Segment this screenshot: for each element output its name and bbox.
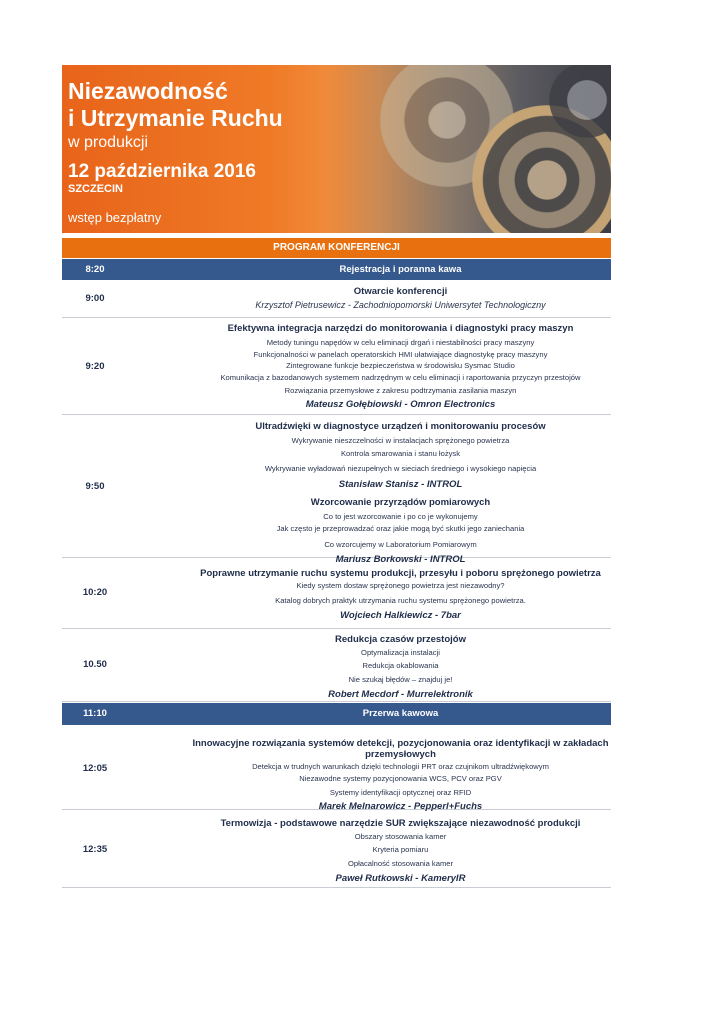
- session-row: [62, 810, 611, 888]
- session-time: 10.50: [83, 659, 107, 670]
- break-row: [62, 703, 611, 725]
- session-row: [62, 318, 611, 415]
- topic-line: Jak często je przeprowadzać oraz jakie mogą być skutki jego zaniechania: [276, 524, 525, 533]
- session-speaker: Robert Mecdorf - Murrelektronik: [328, 688, 473, 700]
- session-row: [62, 558, 611, 629]
- session-speaker: Stanisław Stanisz - INTROL: [338, 478, 463, 490]
- session-title: Innowacyjne rozwiązania systemów detekcji, pozycjonowania oraz identyfikacji w zakładach przemysłowych: [192, 738, 609, 760]
- topic-line: Zintegrowane funkcje bezpieczeństwa w środowisku Sysmac Studio: [286, 361, 515, 370]
- session-title: Efektywna integracja narzędzi do monitorowania i diagnostyki pracy maszyn: [227, 323, 574, 334]
- topic-line: Co wzorcujemy w Laboratorium Pomiarowym: [324, 539, 477, 549]
- session-time: 11:10: [83, 708, 107, 719]
- session-row: [62, 629, 611, 702]
- banner-entry: wstęp bezpłatny: [68, 210, 162, 225]
- session-title: Ultradźwięki w diagnostyce urządzeń i monitorowaniu procesów: [255, 421, 546, 432]
- banner-title-line2: i Utrzymanie Ruchu: [68, 105, 283, 131]
- topic-line: Kryteria pomiaru: [372, 844, 429, 854]
- session-speaker: Marek Melnarowicz - Pepperl+Fuchs: [318, 801, 483, 812]
- session-speaker: Wojciech Halkiewicz - 7bar: [340, 610, 461, 621]
- session-speaker: Mateusz Gołębiowski - Omron Electronics: [305, 399, 496, 410]
- session-label: Przerwa kawowa: [362, 708, 439, 719]
- topic-line: Co to jest wzorcowanie i po co je wykonujemy: [323, 511, 478, 521]
- session-row: [62, 415, 611, 565]
- topic-line: Redukcja okablowania: [362, 660, 439, 670]
- banner-city: SZCZECIN: [68, 183, 123, 195]
- topic-line: Metody tuningu napędów w celu eliminacji drgań i niestabilności pracy maszyny: [266, 338, 535, 347]
- topic-line: Kontrola smarowania i stanu łożysk: [340, 448, 461, 458]
- program-header: PROGRAM KONFERENCJI: [62, 238, 611, 258]
- topic-line: Nie szukaj błędów – znajduj je!: [348, 675, 453, 684]
- session-time: 9:20: [85, 361, 105, 372]
- session-speaker: Mariusz Borkowski - INTROL: [335, 554, 466, 565]
- registration-row: [62, 259, 611, 280]
- session-label: Rejestracja i poranna kawa: [339, 264, 462, 275]
- session-time: 12:35: [82, 844, 108, 855]
- banner-title-line1: Niezawodność: [68, 78, 228, 104]
- banner-date: 12 października 2016: [68, 161, 256, 182]
- topic-line: Systemy identyfikacji optycznej oraz RFID: [329, 788, 472, 797]
- topic-line: Optymalizacja instalacji: [361, 648, 440, 657]
- session-time: 12:05: [82, 763, 108, 774]
- session-time: 9:50: [85, 481, 105, 492]
- topic-line: Funkcjonalności w panelach operatorskich HMI ułatwiające diagnostykę pracy maszyny: [253, 349, 548, 359]
- session-title: Otwarcie konferencji: [353, 286, 448, 297]
- topic-line: Obszary stosowania kamer: [354, 832, 447, 841]
- session-time: 9:00: [85, 293, 105, 304]
- topic-line: Detekcja w trudnych warunkach dzięki technologii PRT oraz czujnikom ultradźwiękowym: [252, 762, 549, 771]
- conference-banner: [62, 65, 611, 233]
- topic-line: Kiedy system dostaw sprężonego powietrza jest niezawodny?: [296, 581, 505, 590]
- topic-line: Katalog dobrych praktyk utrzymania ruchu systemu sprężonego powietrza.: [275, 595, 526, 605]
- session-time: 8:20: [85, 264, 105, 275]
- topic-line: Opłacalność stosowania kamer: [347, 859, 454, 868]
- session-title: Redukcja czasów przestojów: [335, 634, 466, 645]
- topic-line: Niezawodne systemy pozycjonowania WCS, PCV oraz PGV: [299, 774, 502, 783]
- session-time: 10:20: [82, 587, 108, 598]
- session-title: Wzorcowanie przyrządów pomiarowych: [310, 496, 491, 508]
- topic-line: Wykrywanie wyładowań niezupełnych w sieciach średniego i wysokiego napięcia: [264, 464, 537, 473]
- topic-line: Wykrywanie nieszczelności w instalacjach sprężonego powietrza: [291, 436, 510, 445]
- banner-subtitle: w produkcji: [68, 134, 149, 151]
- session-title: Poprawne utrzymanie ruchu systemu produkcji, przesyłu i poboru sprężonego powietrza: [200, 568, 601, 579]
- session-row: [62, 726, 611, 810]
- topic-line: Rozwiązania przemysłowe z zakresu podtrzymania zasilania maszyn: [284, 386, 517, 395]
- session-row: [62, 281, 611, 318]
- session-speaker: Krzysztof Pietrusewicz - Zachodniopomorski Uniwersytet Technologiczny: [255, 300, 546, 310]
- session-title: Termowizja - podstawowe narzędzie SUR zwiększające niezawodność produkcji: [220, 818, 581, 829]
- session-speaker: Paweł Rutkowski - KameryIR: [335, 872, 466, 884]
- topic-line: Komunikacja z bazodanowych systemem nadrzędnym w celu eliminacji i raportowania przyczyn przestojów: [220, 372, 581, 382]
